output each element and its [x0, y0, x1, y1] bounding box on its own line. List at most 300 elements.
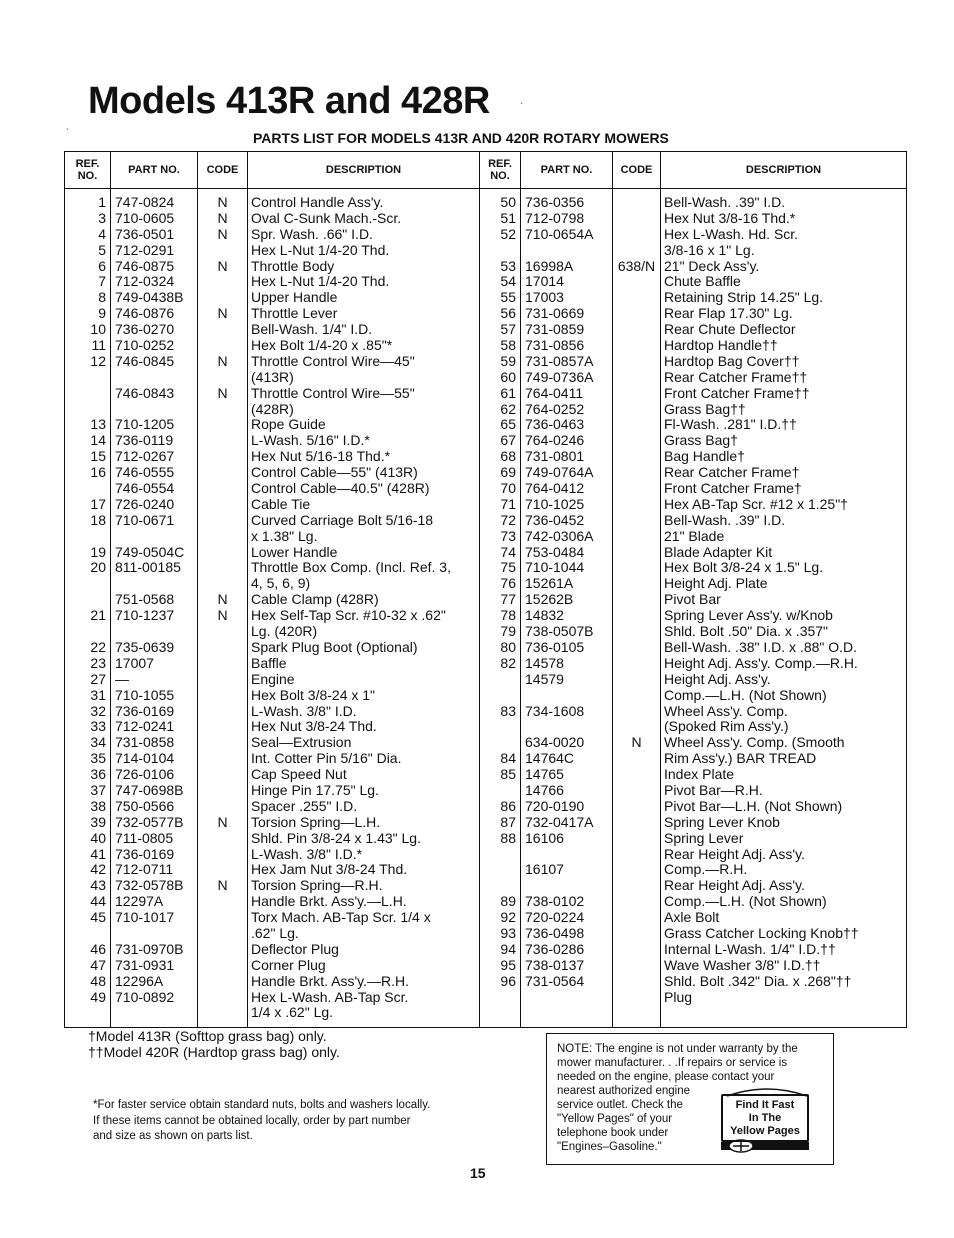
cell: 20 [90, 559, 106, 576]
cell: Int. Cotter Pin 5/16" Dia. [251, 750, 402, 767]
cell [198, 831, 247, 847]
cell: 77 [500, 591, 516, 608]
footnote-line: and size as shown on parts list. [93, 1130, 253, 1142]
cell: Retaining Strip 14.25" Lg. [664, 289, 824, 306]
cell: 710-1055 [115, 686, 175, 703]
cell: 60 [500, 368, 516, 385]
cell: Upper Handle [251, 289, 338, 306]
cell: Hex Jam Nut 3/8-24 Thd. [251, 861, 408, 878]
cell [613, 894, 660, 910]
cell: Height Adj. Ass'y. [664, 670, 771, 687]
cell: 751-0568 [115, 591, 175, 608]
cell [115, 624, 197, 640]
cell: L-Wash. 3/8" I.D. [251, 702, 357, 719]
cell: Rear Chute Deflector [664, 321, 796, 338]
cell: Spring Lever [664, 829, 744, 846]
cell: 726-0240 [115, 495, 175, 512]
cell: 714-0104 [115, 750, 175, 767]
cell [198, 370, 247, 386]
cell [198, 783, 247, 799]
cell: 83 [500, 702, 516, 719]
cell: 53 [500, 257, 516, 274]
cell: 749-0736A [525, 368, 594, 385]
cell: Cap Speed Nut [251, 766, 347, 783]
cell: 710-1044 [525, 559, 585, 576]
cell: 720-0190 [525, 797, 585, 814]
cell: 710-1205 [115, 416, 175, 433]
cell: 74 [500, 543, 516, 560]
cell: 14764C [525, 750, 575, 767]
cell: 22 [90, 638, 106, 655]
cell [480, 862, 516, 878]
cell: Grass Bag† [664, 432, 738, 449]
cell: 58 [500, 337, 516, 354]
cell: 21" Deck Ass'y. [664, 257, 760, 274]
cell: 52 [500, 225, 516, 242]
cell: 4, 5, 6, 9) [251, 575, 311, 592]
cell: 712-0291 [115, 241, 175, 258]
cell [198, 624, 247, 640]
cell [198, 719, 247, 735]
cell [65, 481, 106, 497]
note-line: nearest authorized engine [557, 1085, 690, 1097]
cell [613, 862, 660, 878]
cell: 3 [98, 209, 106, 226]
cell: 14832 [525, 607, 564, 624]
cell: 742-0306A [525, 527, 594, 544]
cell: 57 [500, 321, 516, 338]
cell: 50 [500, 194, 516, 210]
cell [198, 290, 247, 306]
cell: 731-0856 [525, 337, 585, 354]
cell [613, 751, 660, 767]
cell [613, 402, 660, 418]
cell: Hex Bolt 3/8-24 x 1.5" Lg. [664, 559, 824, 576]
note-line: NOTE: The engine is not under warranty by the [557, 1043, 798, 1055]
cell [65, 926, 106, 942]
cell [65, 592, 106, 608]
cell: 21" Blade [664, 527, 725, 544]
cell: 710-1237 [115, 607, 175, 624]
cell: 712-0241 [115, 718, 175, 735]
cell: 1 [98, 194, 106, 210]
cell [613, 560, 660, 576]
cell: 55 [500, 289, 516, 306]
cell: 96 [500, 972, 516, 989]
cell: 95 [500, 956, 516, 973]
cell: Oval C-Sunk Mach.-Scr. [251, 209, 402, 226]
cell: 711-0805 [115, 829, 174, 846]
cell [613, 942, 660, 958]
parts-table [64, 151, 907, 1028]
cell: Plug [664, 988, 693, 1005]
cell: 32 [90, 702, 106, 719]
code-header: CODE [198, 152, 248, 189]
cell [613, 608, 660, 624]
cell: 31 [90, 686, 106, 703]
cell: 14765 [525, 766, 564, 783]
cell: 88 [500, 829, 516, 846]
cell: 12 [90, 352, 106, 369]
cell: 70 [500, 480, 516, 497]
cell [613, 704, 660, 720]
cell [613, 640, 660, 656]
cell: Rear Flap 17.30" Lg. [664, 305, 793, 322]
cell: 736-0452 [525, 511, 585, 528]
cell [65, 386, 106, 402]
cell: Hex Nut 3/8-24 Thd. [251, 718, 377, 735]
cell: Cable Clamp (428R) [251, 591, 379, 608]
cell: Height Adj. Ass'y. Comp.—R.H. [664, 654, 858, 671]
cell: Hinge Pin 17.75" Lg. [251, 781, 379, 798]
cell: 735-0639 [115, 638, 175, 655]
cell [613, 910, 660, 926]
cell: 1/4 x .62" Lg. [251, 1004, 334, 1021]
cell: 764-0411 [525, 384, 584, 401]
cell: 712-0267 [115, 448, 175, 465]
cell [198, 560, 247, 576]
cell [198, 402, 247, 418]
cell: 750-0566 [115, 797, 175, 814]
cell: 16998A [525, 257, 574, 274]
cell [65, 370, 106, 386]
cell: Baffle [251, 654, 287, 671]
cell: 736-0169 [115, 702, 175, 719]
cell: 8 [98, 289, 106, 306]
cell [613, 465, 660, 481]
note-line: telephone book under [557, 1127, 669, 1139]
cell: Spr. Wash. .66" I.D. [251, 225, 373, 242]
cell [613, 672, 660, 688]
cell: 27 [90, 670, 106, 687]
cell: 76 [500, 575, 516, 592]
cell [115, 926, 197, 942]
cell: 731-0859 [525, 321, 585, 338]
cell [65, 529, 106, 545]
cell [613, 878, 660, 894]
cell: 736-0119 [115, 432, 174, 449]
cell: 710-0605 [115, 209, 175, 226]
cell: N [217, 607, 228, 624]
cell [65, 1005, 106, 1021]
cell: 92 [500, 909, 516, 926]
cell: 45 [90, 909, 106, 926]
cell [613, 624, 660, 640]
cell: N [217, 225, 228, 242]
cell: 72 [500, 511, 516, 528]
cell: 67 [500, 432, 516, 449]
cell: 42 [90, 861, 106, 878]
left-part-column [111, 189, 198, 1028]
cell: 54 [500, 273, 516, 290]
cell: Hex Nut 3/8-16 Thd.* [664, 209, 796, 226]
cell: 34 [90, 734, 106, 751]
cell [198, 274, 247, 290]
cell: 14766 [525, 781, 564, 798]
cell: 738-0137 [525, 956, 585, 973]
cell: 731-0970B [115, 940, 184, 957]
legend-single-dagger: †Model 413R (Softtop grass bag) only. [88, 1028, 327, 1044]
cell: Torx Mach. AB-Tap Scr. 1/4 x [251, 909, 431, 926]
cell: N [217, 305, 228, 322]
cell [198, 417, 247, 433]
cell: 93 [500, 924, 516, 941]
cell: Corner Plug [251, 956, 326, 973]
cell: 746-0876 [115, 305, 175, 322]
cell [613, 688, 660, 704]
cell: Hex L-Wash. AB-Tap Scr. [251, 988, 409, 1005]
cell: 712-0324 [115, 273, 175, 290]
cell [198, 688, 247, 704]
cell: 40 [90, 829, 106, 846]
cell: Front Catcher Frame†† [664, 384, 810, 401]
cell [198, 656, 247, 672]
cell: 736-0105 [525, 638, 585, 655]
cell [198, 974, 247, 990]
cell [480, 672, 516, 688]
cell: 736-0286 [525, 940, 585, 957]
cell: 14579 [525, 670, 564, 687]
cell: 36 [90, 766, 106, 783]
cell [613, 958, 660, 974]
cell: 749-0504C [115, 543, 185, 560]
cell [198, 767, 247, 783]
cell: 62 [500, 400, 516, 417]
yellow-pages-badge: Find It Fast In The Yellow Pages [721, 1094, 809, 1142]
cell [613, 513, 660, 529]
code-header: CODE [613, 152, 661, 189]
cell: (413R) [251, 368, 294, 385]
cell: 69 [500, 464, 516, 481]
cell: 746-0875 [115, 257, 175, 274]
cell: 12296A [115, 972, 164, 989]
cell: 10 [90, 321, 106, 338]
cell [198, 449, 247, 465]
cell: 11 [91, 337, 106, 354]
cell: 49 [90, 988, 106, 1005]
cell: Throttle Control Wire—55" [251, 384, 415, 401]
cell: N [217, 384, 228, 401]
cell [613, 417, 660, 433]
cell: 746-0555 [115, 464, 175, 481]
table-header-row [65, 152, 907, 189]
cell [613, 322, 660, 338]
cell: Front Catcher Frame† [664, 480, 802, 497]
engine-warranty-note [546, 1033, 834, 1165]
cell: 746-0845 [115, 352, 175, 369]
cell [613, 433, 660, 449]
cell: 78 [500, 607, 516, 624]
cell: Spring Lever Ass'y. w/Knob [664, 607, 833, 624]
cell: 638/N [617, 257, 656, 274]
cell: Grass Catcher Locking Knob†† [664, 924, 859, 941]
cell: 710-1025 [525, 495, 585, 512]
cell [613, 545, 660, 561]
cell [65, 624, 106, 640]
cell [198, 545, 247, 561]
cell: 46 [90, 940, 106, 957]
cell: Throttle Lever [251, 305, 338, 322]
cell: Rear Height Adj. Ass'y. [664, 845, 805, 862]
cell: 734-1608 [525, 702, 585, 719]
cell: Bell-Wash. .39" I.D. [664, 511, 786, 528]
cell [613, 592, 660, 608]
cell: 736-0270 [115, 321, 175, 338]
cell: 731-0669 [525, 305, 585, 322]
right-description-column [661, 189, 907, 1028]
cell: 3/8-16 x 1" Lg. [664, 241, 755, 258]
cell [525, 688, 612, 704]
left-ref-column [65, 189, 111, 1028]
cell: 736-0463 [525, 416, 585, 433]
cell [198, 990, 247, 1006]
cell: 61 [500, 384, 516, 401]
cell [613, 481, 660, 497]
cell: 19 [90, 543, 106, 560]
cell: Pivot Bar—R.H. [664, 781, 763, 798]
cell [65, 402, 106, 418]
cell: N [217, 257, 228, 274]
left-description-column [248, 189, 480, 1028]
cell: 4 [98, 225, 106, 242]
cell: Spark Plug Boot (Optional) [251, 638, 418, 655]
cell: Comp.—R.H. [664, 861, 748, 878]
cell [198, 751, 247, 767]
cell: 87 [500, 813, 516, 830]
cell: .62" Lg. [251, 924, 299, 941]
cell: 736-0169 [115, 845, 175, 862]
cell [198, 529, 247, 545]
note-line: mower manufacturer. . .If repairs or service is [557, 1057, 788, 1069]
cell [198, 1005, 247, 1021]
cell [613, 370, 660, 386]
cell: Wheel Ass'y. Comp. [664, 702, 788, 719]
cell [613, 576, 660, 592]
cell: Throttle Box Comp. (Incl. Ref. 3, [251, 559, 451, 576]
cell [613, 974, 660, 990]
cell: Control Handle Ass'y. [251, 194, 384, 210]
cell [115, 402, 197, 418]
cell: Bell-Wash. 1/4" I.D. [251, 321, 373, 338]
cell: Rear Catcher Frame† [664, 464, 800, 481]
cell: 85 [500, 766, 516, 783]
right-part-column [521, 189, 613, 1028]
scan-speck: ˋ [66, 128, 70, 139]
cell [198, 640, 247, 656]
cell: Wheel Ass'y. Comp. (Smooth [664, 734, 845, 751]
cell: L-Wash. 3/8" I.D.* [251, 845, 363, 862]
cell [115, 529, 197, 545]
cell: Internal L-Wash. 1/4" I.D.†† [664, 940, 836, 957]
page-title: Models 413R and 428R [88, 80, 490, 122]
cell: Hex L-Wash. Hd. Scr. [664, 225, 799, 242]
cell: 59 [500, 352, 516, 369]
cell [480, 878, 516, 894]
cell: 13 [90, 416, 106, 433]
cell [613, 306, 660, 322]
cell: 710-1017 [115, 909, 175, 926]
ref-no-header: REF. NO. [65, 152, 111, 189]
cell [198, 894, 247, 910]
footnote-line: *For faster service obtain standard nuts, bolts and washers locally. [93, 1099, 431, 1111]
cell [613, 497, 660, 513]
cell [613, 990, 660, 1006]
table-body-row [65, 189, 907, 1028]
cell [613, 831, 660, 847]
cell: 43 [90, 877, 106, 894]
cell [480, 688, 516, 704]
cell [525, 990, 612, 1006]
cell: 746-0554 [115, 480, 175, 497]
cell: 15261A [525, 575, 574, 592]
cell: Shld. Bolt .50" Dia. x .357" [664, 623, 829, 640]
cell: N [631, 734, 642, 751]
cell: Comp.—L.H. (Not Shown) [664, 893, 827, 910]
cell: Throttle Body [251, 257, 335, 274]
cell: Hex AB-Tap Scr. #12 x 1.25"† [664, 495, 848, 512]
part-no-header: PART NO. [521, 152, 613, 189]
cell: 732-0417A [525, 813, 594, 830]
cell: Lg. (420R) [251, 623, 318, 640]
cell: N [217, 813, 228, 830]
cell [198, 243, 247, 259]
cell: 712-0798 [525, 209, 585, 226]
cell: 23 [90, 654, 106, 671]
cell: L-Wash. 5/16" I.D.* [251, 432, 370, 449]
cell: Rim Ass'y.) BAR TREAD [664, 750, 817, 767]
cell [480, 847, 516, 863]
cell [198, 338, 247, 354]
cell: Grass Bag†† [664, 400, 746, 417]
cell: N [217, 591, 228, 608]
cell: Hardtop Handle†† [664, 337, 778, 354]
cell: 37 [90, 781, 106, 798]
cell: Rear Catcher Frame†† [664, 368, 808, 385]
cell: 747-0698B [115, 781, 184, 798]
cell: Comp.—L.H. (Not Shown) [664, 686, 827, 703]
cell: 720-0224 [525, 909, 585, 926]
cell: Hardtop Bag Cover†† [664, 352, 800, 369]
cell: 38 [90, 797, 106, 814]
cell: 749-0764A [525, 464, 594, 481]
cell: Blade Adapter Kit [664, 543, 773, 560]
page-number: 15 [470, 1165, 486, 1181]
cell: (Spoked Rim Ass'y.) [664, 718, 789, 735]
cell: x 1.38" Lg. [251, 527, 318, 544]
cell: 48 [90, 972, 106, 989]
cell: 5 [98, 241, 106, 258]
cell: 746-0843 [115, 384, 175, 401]
right-ref-column [480, 189, 521, 1028]
cell: 82 [500, 654, 516, 671]
right-code-column [613, 189, 661, 1028]
cell: Bell-Wash. .39" I.D. [664, 194, 786, 210]
cell: 710-0892 [115, 988, 175, 1005]
cell [613, 656, 660, 672]
cell: Bag Handle† [664, 448, 745, 465]
cell [613, 799, 660, 815]
cell: — [115, 670, 129, 687]
cell [613, 274, 660, 290]
cell: 17003 [525, 289, 564, 306]
cell [198, 672, 247, 688]
cell [480, 243, 516, 259]
scan-speck: · [520, 98, 524, 109]
cell [198, 481, 247, 497]
cell: 33 [90, 718, 106, 735]
cell: 732-0578B [115, 877, 184, 894]
cell: 15262B [525, 591, 574, 608]
